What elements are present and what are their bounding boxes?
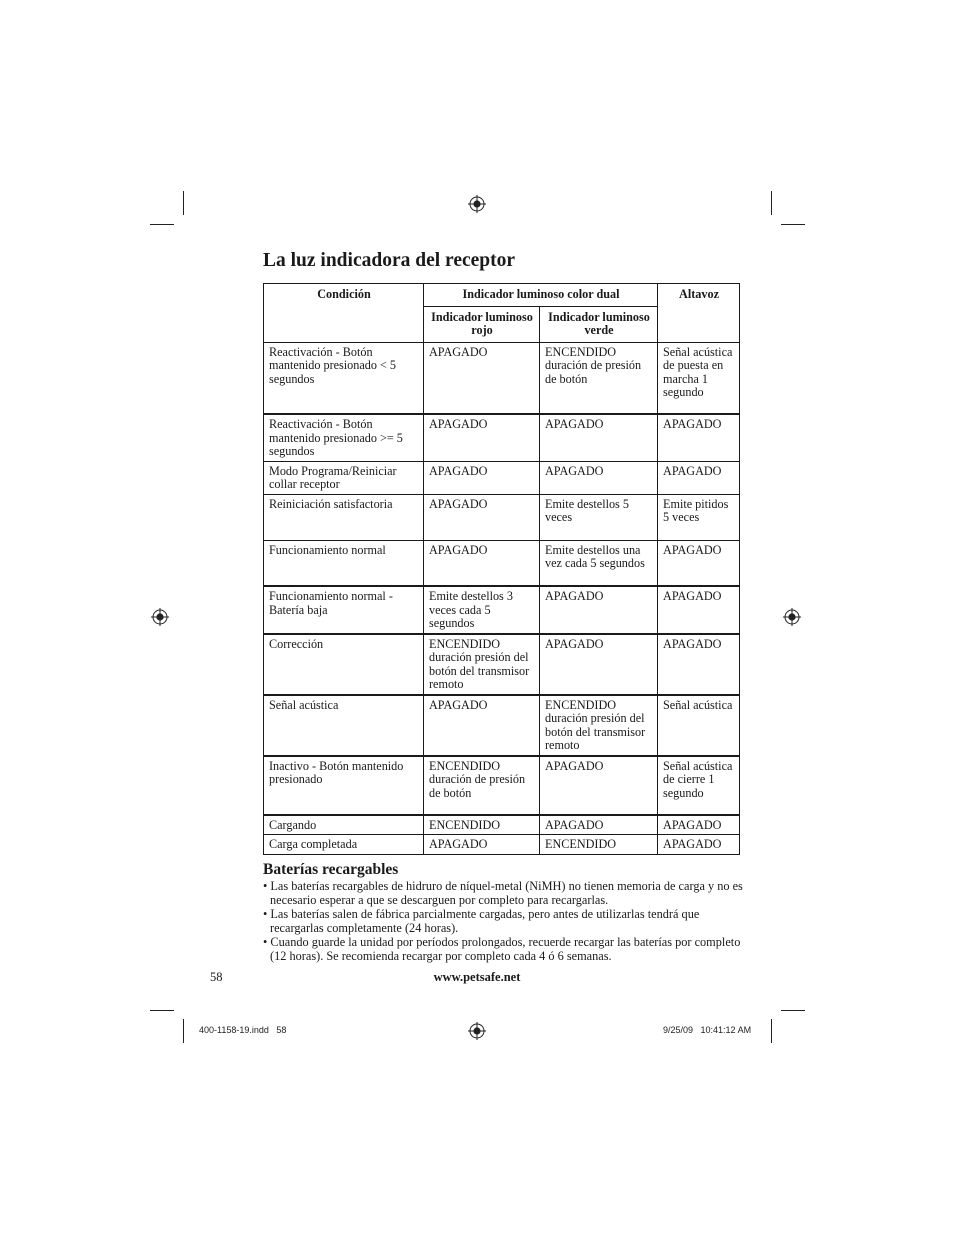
crop-mark-bottom-left-vertical <box>183 1019 184 1043</box>
registration-mark-icon <box>151 608 169 626</box>
cell-green: APAGADO <box>540 756 658 815</box>
batteries-list <box>263 879 753 963</box>
header-dual-indicator: Indicador luminoso color dual <box>424 284 658 307</box>
list-item: • Las baterías salen de fábrica parcialmente cargadas, pero antes de utilizarlas tendrá que recargarlas completamente (24 horas). <box>263 907 700 935</box>
cell-speaker: APAGADO <box>658 815 740 835</box>
cell-condition: Señal acústica <box>264 695 424 756</box>
table-row <box>264 342 740 414</box>
table-row <box>264 586 740 634</box>
cell-speaker: APAGADO <box>658 461 740 494</box>
page-title: La luz indicadora del receptor <box>263 250 516 271</box>
cell-condition: Reactivación - Botón mantenido presionado >= 5 segundos <box>264 414 424 461</box>
cell-red: APAGADO <box>424 342 540 414</box>
cell-green: ENCENDIDO duración presión del botón del transmisor remoto <box>540 695 658 756</box>
crop-mark-top-right-horizontal <box>781 224 805 225</box>
footer-url: www.petsafe.net <box>433 970 521 984</box>
crop-mark-bottom-left-horizontal <box>150 1010 174 1011</box>
cell-speaker: APAGADO <box>658 540 740 586</box>
table-row <box>264 494 740 540</box>
cell-green: ENCENDIDO duración de presión de botón <box>540 342 658 414</box>
cell-condition: Corrección <box>264 634 424 695</box>
crop-mark-top-left-horizontal <box>150 224 174 225</box>
cell-green: APAGADO <box>540 815 658 835</box>
cell-condition: Cargando <box>264 815 424 835</box>
cell-red: APAGADO <box>424 835 540 855</box>
cell-red: APAGADO <box>424 461 540 494</box>
cell-red: APAGADO <box>424 540 540 586</box>
registration-mark-icon <box>783 608 801 626</box>
header-condition: Condición <box>264 284 424 343</box>
cell-condition: Funcionamiento normal - Batería baja <box>264 586 424 634</box>
batteries-heading: Baterías recargables <box>263 861 399 878</box>
slug-timestamp: 9/25/09 10:41:12 AM <box>663 1025 752 1035</box>
header-red-indicator: Indicador luminoso rojo <box>424 306 540 342</box>
cell-condition: Reiniciación satisfactoria <box>264 494 424 540</box>
cell-green: APAGADO <box>540 634 658 695</box>
registration-mark-icon <box>468 195 486 213</box>
indicator-table <box>263 283 740 855</box>
table-row <box>264 695 740 756</box>
cell-condition: Funcionamiento normal <box>264 540 424 586</box>
cell-green: APAGADO <box>540 461 658 494</box>
table-row <box>264 461 740 494</box>
list-item: • Cuando guarde la unidad por períodos prolongados, recuerde recargar las baterías por completo (12 horas). Se recomienda recargar por completo cada 4 ó 6 semanas. <box>263 935 741 963</box>
cell-green: Emite destellos 5 veces <box>540 494 658 540</box>
crop-mark-top-left-vertical <box>183 191 184 215</box>
cell-speaker: APAGADO <box>658 835 740 855</box>
cell-condition: Carga completada <box>264 835 424 855</box>
cell-condition: Modo Programa/Reiniciar collar receptor <box>264 461 424 494</box>
cell-green: Emite destellos una vez cada 5 segundos <box>540 540 658 586</box>
slug-file-info: 400-1158-19.indd 58 <box>199 1025 287 1035</box>
cell-speaker: APAGADO <box>658 586 740 634</box>
table-row <box>264 414 740 461</box>
list-item: • Las baterías recargables de hidruro de níquel-metal (NiMH) no tienen memoria de carga y no es necesario esperar a que se descarguen por completo para recargarlas. <box>263 879 743 907</box>
cell-speaker: Señal acústica de puesta en marcha 1 segundo <box>658 342 740 414</box>
cell-condition: Reactivación - Botón mantenido presionado < 5 segundos <box>264 342 424 414</box>
crop-mark-bottom-right-horizontal <box>781 1010 805 1011</box>
cell-speaker: APAGADO <box>658 634 740 695</box>
table-row <box>264 835 740 855</box>
cell-red: Emite destellos 3 veces cada 5 segundos <box>424 586 540 634</box>
table-row <box>264 756 740 815</box>
table-row <box>264 634 740 695</box>
table-row <box>264 540 740 586</box>
cell-speaker: Señal acústica <box>658 695 740 756</box>
cell-speaker: APAGADO <box>658 414 740 461</box>
cell-green: APAGADO <box>540 586 658 634</box>
crop-mark-top-right-vertical <box>771 191 772 215</box>
page-number: 58 <box>210 970 223 984</box>
cell-red: APAGADO <box>424 414 540 461</box>
cell-speaker: Señal acústica de cierre 1 segundo <box>658 756 740 815</box>
cell-red: ENCENDIDO duración presión del botón del transmisor remoto <box>424 634 540 695</box>
table-header-row <box>264 284 740 307</box>
header-speaker: Altavoz <box>658 284 740 343</box>
cell-red: APAGADO <box>424 695 540 756</box>
registration-mark-icon <box>468 1022 486 1040</box>
cell-red: ENCENDIDO duración de presión de botón <box>424 756 540 815</box>
cell-speaker: Emite pitidos 5 veces <box>658 494 740 540</box>
crop-mark-bottom-right-vertical <box>771 1019 772 1043</box>
cell-red: ENCENDIDO <box>424 815 540 835</box>
cell-condition: Inactivo - Botón mantenido presionado <box>264 756 424 815</box>
cell-green: APAGADO <box>540 414 658 461</box>
header-green-indicator: Indicador luminoso verde <box>540 306 658 342</box>
cell-red: APAGADO <box>424 494 540 540</box>
table-row <box>264 815 740 835</box>
cell-green: ENCENDIDO <box>540 835 658 855</box>
